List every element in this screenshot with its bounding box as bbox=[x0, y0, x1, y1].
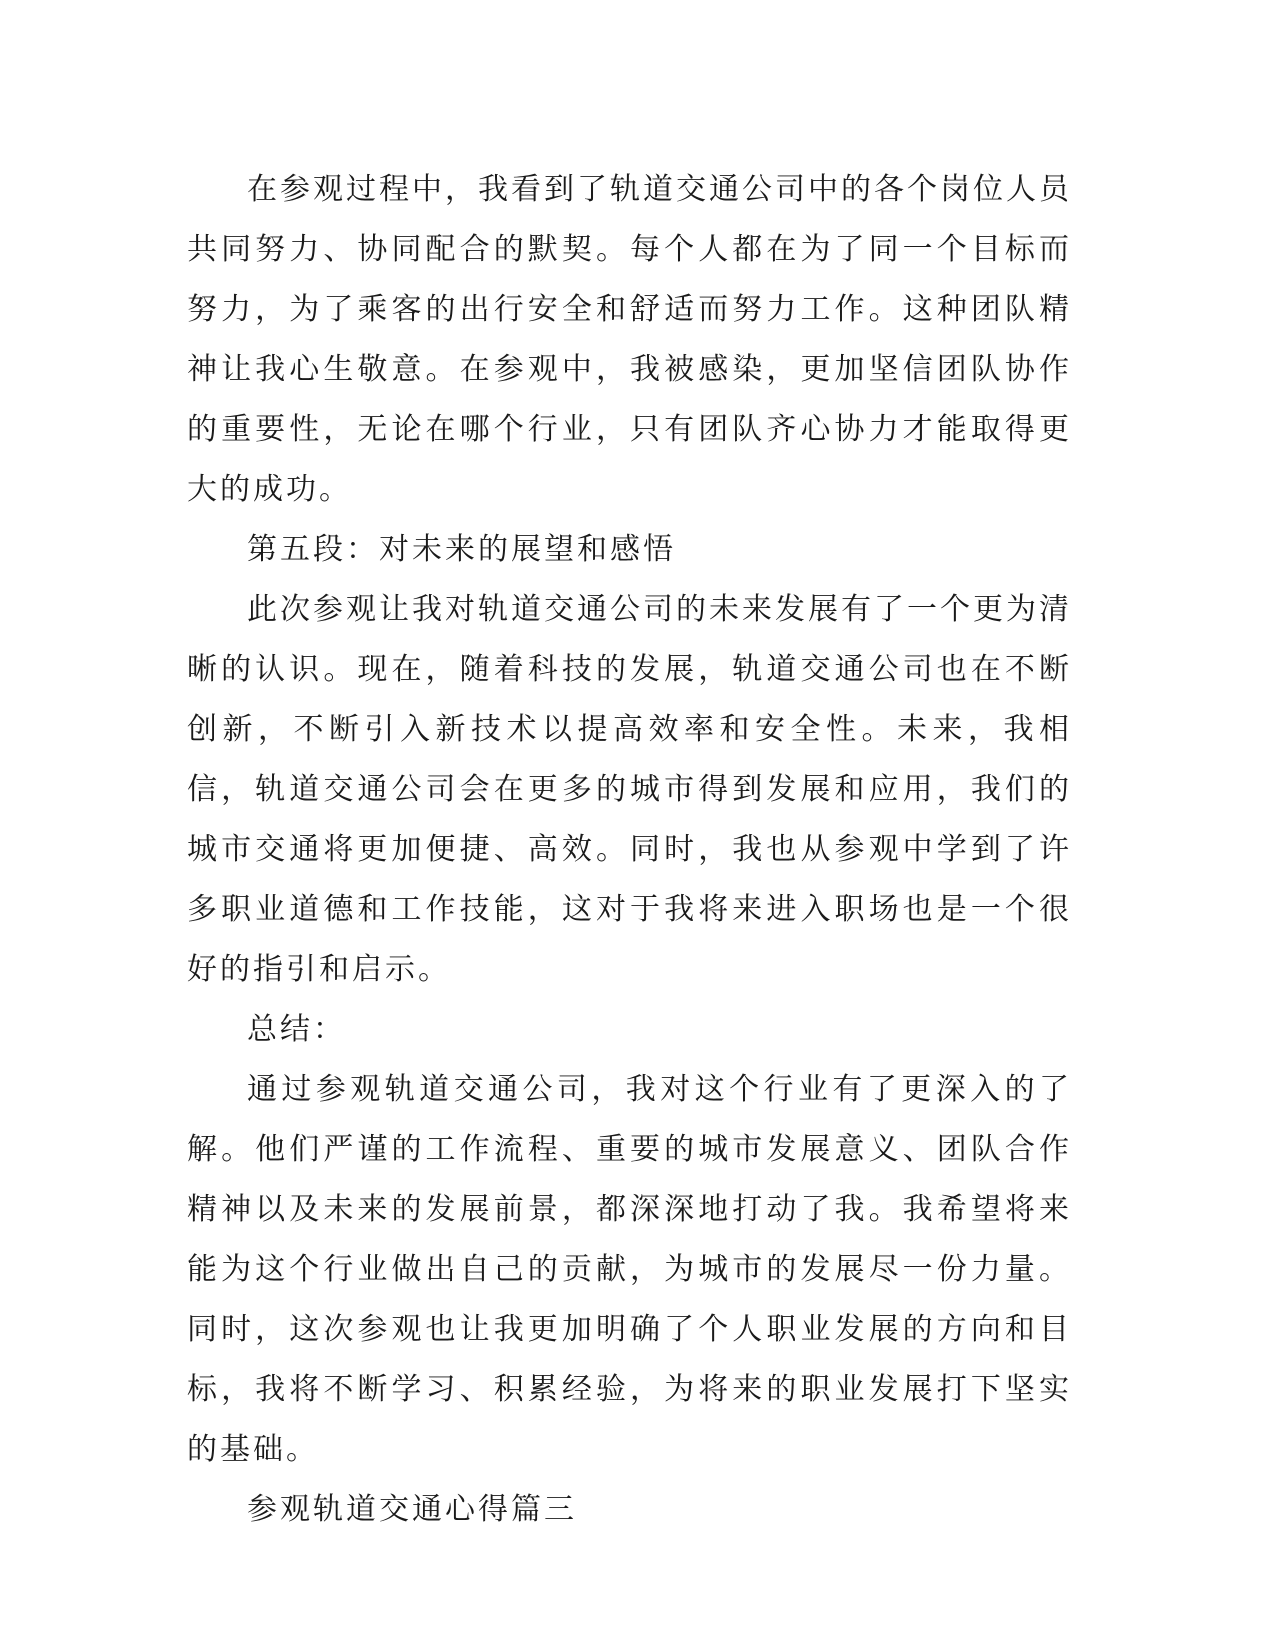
paragraph-summary: 通过参观轨道交通公司，我对这个行业有了更深入的了解。他们严谨的工作流程、重要的城市发展意义、团队合作精神以及未来的发展前景，都深深地打动了我。我希望将来能为这个行业做出自己的贡献，为城市的发展尽一份力量。同时，这次参观也让我更加明确了个人职业发展的方向和目标，我将不断学习、积累经验，为将来的职业发展打下坚实的基础。 bbox=[187, 1072, 1072, 1467]
article-title-part-three: 参观轨道交通心得篇三 bbox=[247, 1492, 577, 1527]
section-heading-part-five: 第五段：对未来的展望和感悟 bbox=[247, 532, 676, 567]
document-body bbox=[187, 160, 1072, 1540]
summary-heading: 总结： bbox=[247, 1012, 346, 1047]
paragraph-future-outlook: 此次参观让我对轨道交通公司的未来发展有了一个更为清晰的认识。现在，随着科技的发展，轨道交通公司也在不断创新，不断引入新技术以提高效率和安全性。未来，我相信，轨道交通公司会在更多的城市得到发展和应用，我们的城市交通将更加便捷、高效。同时，我也从参观中学到了许多职业道德和工作技能，这对于我将来进入职场也是一个很好的指引和启示。 bbox=[187, 592, 1072, 987]
paragraph-teamwork: 在参观过程中，我看到了轨道交通公司中的各个岗位人员共同努力、协同配合的默契。每个人都在为了同一个目标而努力，为了乘客的出行安全和舒适而努力工作。这种团队精神让我心生敬意。在参观中，我被感染，更加坚信团队协作的重要性，无论在哪个行业，只有团队齐心协力才能取得更大的成功。 bbox=[187, 172, 1072, 507]
